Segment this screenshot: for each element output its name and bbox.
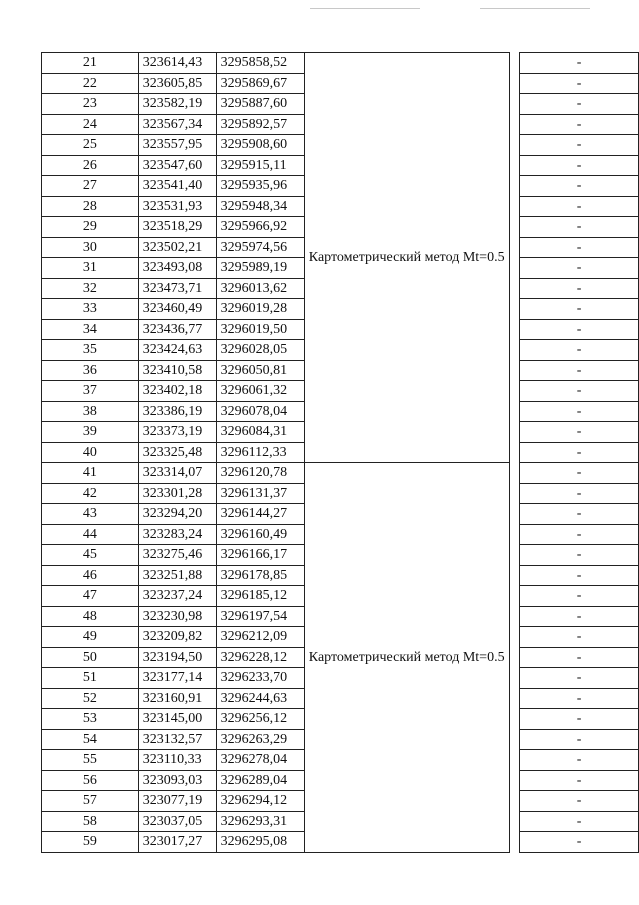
column-gap [509,524,520,545]
point-number-cell: 21 [42,53,139,74]
x-coordinate-cell: 323531,93 [138,196,216,217]
column-gap [509,647,520,668]
x-coordinate-cell: 323325,48 [138,442,216,463]
dash-cell: - [520,135,639,156]
dash-cell: - [520,155,639,176]
dash-cell: - [520,688,639,709]
x-coordinate-cell: 323567,34 [138,114,216,135]
y-coordinate-cell: 3296144,27 [216,504,304,525]
dash-cell: - [520,422,639,443]
dash-cell: - [520,483,639,504]
column-gap [509,483,520,504]
dash-cell: - [520,196,639,217]
method-cell: Картометрический метод Mt=0.5 [304,463,509,853]
y-coordinate-cell: 3296263,29 [216,729,304,750]
point-number-cell: 38 [42,401,139,422]
table-row [42,53,639,74]
method-cell: Картометрический метод Mt=0.5 [304,53,509,463]
point-number-cell: 26 [42,155,139,176]
y-coordinate-cell: 3296166,17 [216,545,304,566]
dash-cell: - [520,750,639,771]
point-number-cell: 57 [42,791,139,812]
point-number-cell: 43 [42,504,139,525]
point-number-cell: 49 [42,627,139,648]
column-gap [509,196,520,217]
scan-artifact [310,8,420,9]
point-number-cell: 39 [42,422,139,443]
dash-cell: - [520,463,639,484]
x-coordinate-cell: 323314,07 [138,463,216,484]
point-number-cell: 36 [42,360,139,381]
y-coordinate-cell: 3296278,04 [216,750,304,771]
x-coordinate-cell: 323301,28 [138,483,216,504]
dash-cell: - [520,504,639,525]
point-number-cell: 30 [42,237,139,258]
point-number-cell: 44 [42,524,139,545]
x-coordinate-cell: 323037,05 [138,811,216,832]
y-coordinate-cell: 3296084,31 [216,422,304,443]
dash-cell: - [520,524,639,545]
dash-cell: - [520,360,639,381]
x-coordinate-cell: 323473,71 [138,278,216,299]
column-gap [509,791,520,812]
y-coordinate-cell: 3295948,34 [216,196,304,217]
dash-cell: - [520,545,639,566]
x-coordinate-cell: 323557,95 [138,135,216,156]
y-coordinate-cell: 3295989,19 [216,258,304,279]
point-number-cell: 48 [42,606,139,627]
dash-cell: - [520,401,639,422]
column-gap [509,627,520,648]
x-coordinate-cell: 323547,60 [138,155,216,176]
x-coordinate-cell: 323614,43 [138,53,216,74]
y-coordinate-cell: 3296019,50 [216,319,304,340]
scan-artifact [480,8,590,9]
dash-cell: - [520,319,639,340]
dash-cell: - [520,627,639,648]
x-coordinate-cell: 323294,20 [138,504,216,525]
point-number-cell: 23 [42,94,139,115]
column-gap [509,770,520,791]
column-gap [509,442,520,463]
column-gap [509,504,520,525]
x-coordinate-cell: 323582,19 [138,94,216,115]
dash-cell: - [520,791,639,812]
column-gap [509,258,520,279]
y-coordinate-cell: 3295869,67 [216,73,304,94]
x-coordinate-cell: 323093,03 [138,770,216,791]
column-gap [509,811,520,832]
dash-cell: - [520,832,639,853]
y-coordinate-cell: 3296244,63 [216,688,304,709]
y-coordinate-cell: 3295908,60 [216,135,304,156]
point-number-cell: 27 [42,176,139,197]
dash-cell: - [520,258,639,279]
point-number-cell: 24 [42,114,139,135]
dash-cell: - [520,114,639,135]
y-coordinate-cell: 3296019,28 [216,299,304,320]
point-number-cell: 52 [42,688,139,709]
column-gap [509,565,520,586]
y-coordinate-cell: 3295887,60 [216,94,304,115]
x-coordinate-cell: 323386,19 [138,401,216,422]
dash-cell: - [520,709,639,730]
point-number-cell: 22 [42,73,139,94]
y-coordinate-cell: 3296131,37 [216,483,304,504]
dash-cell: - [520,606,639,627]
x-coordinate-cell: 323230,98 [138,606,216,627]
point-number-cell: 46 [42,565,139,586]
y-coordinate-cell: 3296256,12 [216,709,304,730]
point-number-cell: 56 [42,770,139,791]
y-coordinate-cell: 3296293,31 [216,811,304,832]
column-gap [509,832,520,853]
column-gap [509,299,520,320]
y-coordinate-cell: 3295974,56 [216,237,304,258]
x-coordinate-cell: 323402,18 [138,381,216,402]
dash-cell: - [520,94,639,115]
dash-cell: - [520,770,639,791]
x-coordinate-cell: 323283,24 [138,524,216,545]
x-coordinate-cell: 323275,46 [138,545,216,566]
column-gap [509,709,520,730]
x-coordinate-cell: 323436,77 [138,319,216,340]
table-row [42,463,639,484]
column-gap [509,463,520,484]
column-gap [509,422,520,443]
dash-cell: - [520,176,639,197]
y-coordinate-cell: 3296050,81 [216,360,304,381]
dash-cell: - [520,729,639,750]
dash-cell: - [520,299,639,320]
x-coordinate-cell: 323251,88 [138,565,216,586]
dash-cell: - [520,647,639,668]
point-number-cell: 32 [42,278,139,299]
x-coordinate-cell: 323177,14 [138,668,216,689]
y-coordinate-cell: 3296197,54 [216,606,304,627]
y-coordinate-cell: 3295966,92 [216,217,304,238]
y-coordinate-cell: 3295935,96 [216,176,304,197]
column-gap [509,586,520,607]
point-number-cell: 58 [42,811,139,832]
point-number-cell: 45 [42,545,139,566]
y-coordinate-cell: 3296185,12 [216,586,304,607]
column-gap [509,668,520,689]
point-number-cell: 50 [42,647,139,668]
column-gap [509,114,520,135]
x-coordinate-cell: 323194,50 [138,647,216,668]
column-gap [509,750,520,771]
point-number-cell: 41 [42,463,139,484]
y-coordinate-cell: 3296013,62 [216,278,304,299]
column-gap [509,729,520,750]
point-number-cell: 40 [42,442,139,463]
x-coordinate-cell: 323460,49 [138,299,216,320]
dash-cell: - [520,668,639,689]
dash-cell: - [520,442,639,463]
x-coordinate-cell: 323493,08 [138,258,216,279]
point-number-cell: 55 [42,750,139,771]
y-coordinate-cell: 3295892,57 [216,114,304,135]
column-gap [509,135,520,156]
x-coordinate-cell: 323424,63 [138,340,216,361]
x-coordinate-cell: 323077,19 [138,791,216,812]
y-coordinate-cell: 3296212,09 [216,627,304,648]
point-number-cell: 25 [42,135,139,156]
column-gap [509,73,520,94]
dash-cell: - [520,811,639,832]
coordinates-table-body [42,53,639,853]
dash-cell: - [520,278,639,299]
column-gap [509,94,520,115]
point-number-cell: 31 [42,258,139,279]
column-gap [509,360,520,381]
column-gap [509,53,520,74]
y-coordinate-cell: 3295858,52 [216,53,304,74]
x-coordinate-cell: 323110,33 [138,750,216,771]
dash-cell: - [520,73,639,94]
column-gap [509,278,520,299]
point-number-cell: 51 [42,668,139,689]
y-coordinate-cell: 3296120,78 [216,463,304,484]
x-coordinate-cell: 323132,57 [138,729,216,750]
x-coordinate-cell: 323373,19 [138,422,216,443]
x-coordinate-cell: 323410,58 [138,360,216,381]
y-coordinate-cell: 3296294,12 [216,791,304,812]
x-coordinate-cell: 323237,24 [138,586,216,607]
point-number-cell: 42 [42,483,139,504]
column-gap [509,688,520,709]
point-number-cell: 47 [42,586,139,607]
y-coordinate-cell: 3296028,05 [216,340,304,361]
point-number-cell: 59 [42,832,139,853]
dash-cell: - [520,53,639,74]
point-number-cell: 33 [42,299,139,320]
y-coordinate-cell: 3296061,32 [216,381,304,402]
dash-cell: - [520,237,639,258]
y-coordinate-cell: 3296112,33 [216,442,304,463]
column-gap [509,237,520,258]
point-number-cell: 54 [42,729,139,750]
column-gap [509,340,520,361]
point-number-cell: 29 [42,217,139,238]
dash-cell: - [520,565,639,586]
y-coordinate-cell: 3295915,11 [216,155,304,176]
x-coordinate-cell: 323541,40 [138,176,216,197]
x-coordinate-cell: 323145,00 [138,709,216,730]
x-coordinate-cell: 323502,21 [138,237,216,258]
y-coordinate-cell: 3296178,85 [216,565,304,586]
point-number-cell: 37 [42,381,139,402]
point-number-cell: 53 [42,709,139,730]
y-coordinate-cell: 3296228,12 [216,647,304,668]
y-coordinate-cell: 3296289,04 [216,770,304,791]
point-number-cell: 28 [42,196,139,217]
x-coordinate-cell: 323160,91 [138,688,216,709]
column-gap [509,155,520,176]
x-coordinate-cell: 323017,27 [138,832,216,853]
column-gap [509,319,520,340]
x-coordinate-cell: 323209,82 [138,627,216,648]
y-coordinate-cell: 3296295,08 [216,832,304,853]
y-coordinate-cell: 3296160,49 [216,524,304,545]
dash-cell: - [520,586,639,607]
column-gap [509,545,520,566]
column-gap [509,176,520,197]
dash-cell: - [520,340,639,361]
point-number-cell: 35 [42,340,139,361]
column-gap [509,217,520,238]
coordinates-table [41,52,639,853]
column-gap [509,606,520,627]
column-gap [509,381,520,402]
point-number-cell: 34 [42,319,139,340]
y-coordinate-cell: 3296078,04 [216,401,304,422]
dash-cell: - [520,381,639,402]
dash-cell: - [520,217,639,238]
column-gap [509,401,520,422]
x-coordinate-cell: 323605,85 [138,73,216,94]
x-coordinate-cell: 323518,29 [138,217,216,238]
y-coordinate-cell: 3296233,70 [216,668,304,689]
